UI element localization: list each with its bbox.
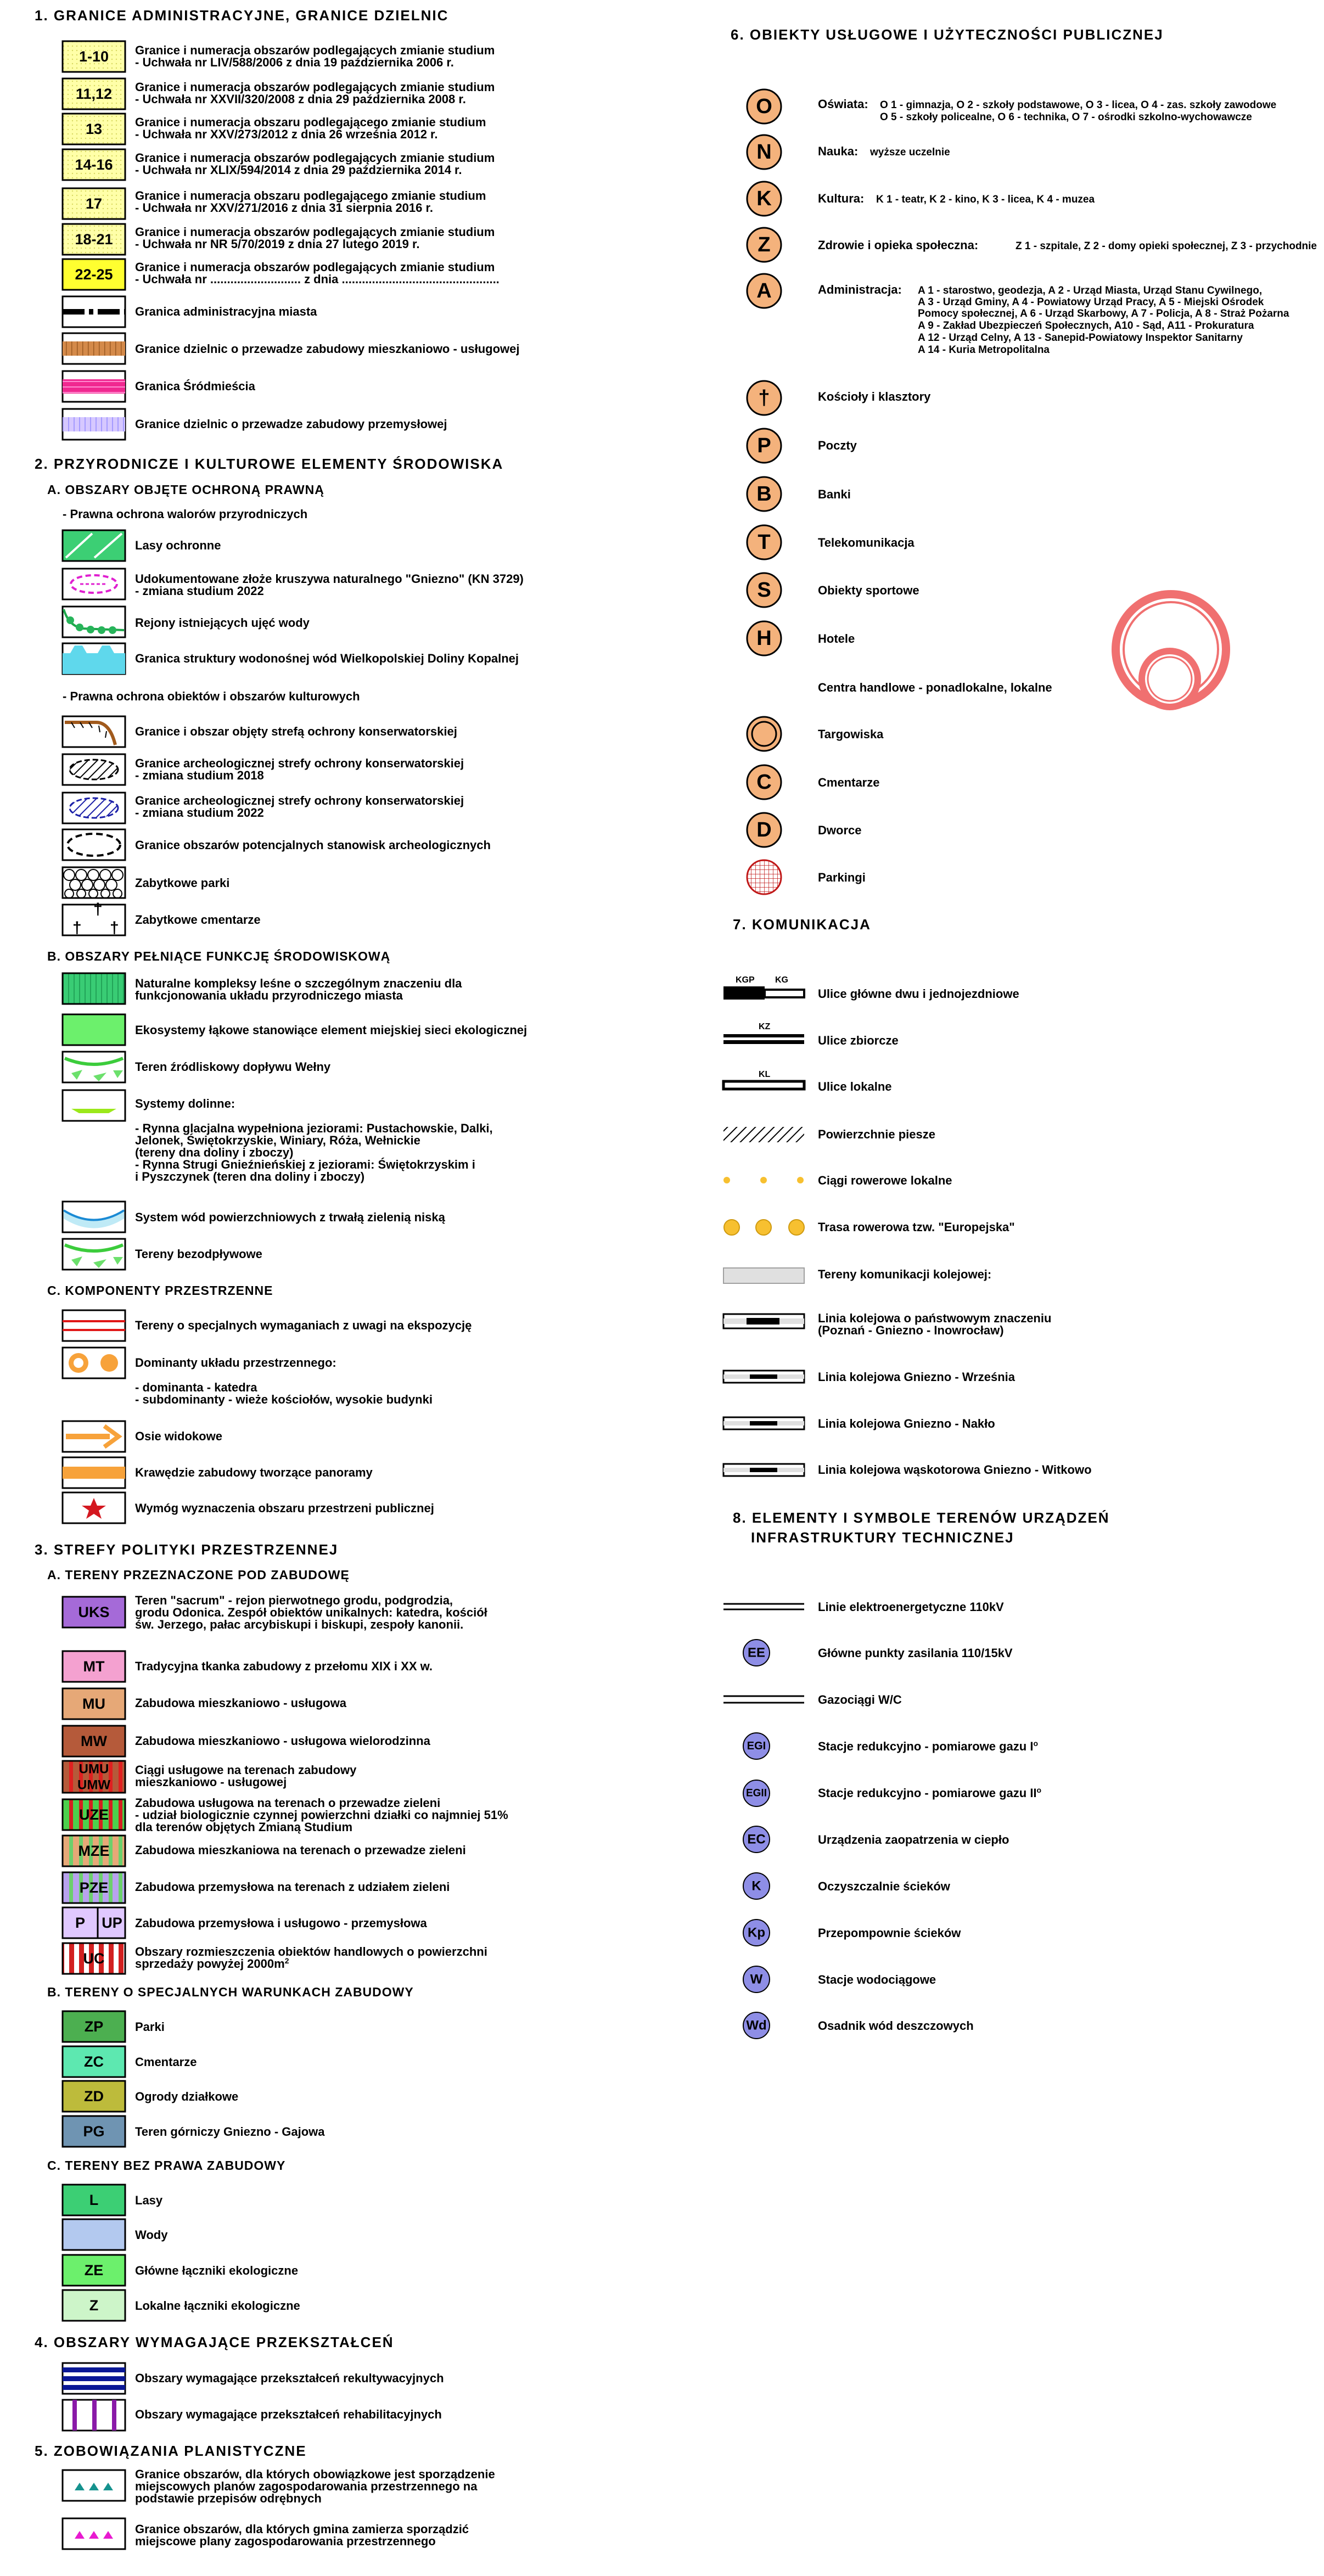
- s7-kol4: [723, 1463, 1092, 1477]
- s3-umu: [63, 1761, 357, 1793]
- s7-kol2-label: Linia kolejowa Gniezno - Września: [818, 1370, 1015, 1384]
- svg-text:†: †: [93, 900, 103, 918]
- s8-elektro: [723, 1600, 1004, 1614]
- s6-oswiata-letter: O: [756, 95, 772, 118]
- s3-zc-code: ZC: [84, 2053, 104, 2070]
- s8-gaz: [723, 1693, 902, 1707]
- s6-kultura-label: Kultura:: [818, 192, 865, 205]
- s2-parki-label: Zabytkowe parki: [135, 876, 230, 890]
- s6-kultura-desc: K 1 - teatr, K 2 - kino, K 3 - licea, K 4 - muzea: [876, 194, 1095, 205]
- s8-ee-code: EE: [747, 1645, 766, 1660]
- s2-osie-label: Osie widokowe: [135, 1429, 222, 1443]
- s2-dol-lines: [135, 1121, 493, 1183]
- s1-item-2-l2: - Uchwała nr XXV/273/2012 z dnia 26 września 2012 r.: [135, 127, 438, 141]
- s6-adm-l0: A 1 - starostwo, geodezja, A 2 - Urząd Miasta, Urząd Stanu Cywilnego,: [918, 285, 1263, 296]
- s3-uze-code: UZE: [79, 1806, 109, 1823]
- s1-item-4-l1: Granice i numeracja obszaru podlegającego zmianie studium: [135, 189, 486, 203]
- s7-glowne-label: Ulice główne dwu i jednojezdniowe: [818, 987, 1019, 1001]
- s6-banki-label: Banki: [818, 487, 851, 501]
- s8-oczysz-label: Oczyszczalnie ścieków: [818, 1879, 950, 1893]
- s3-pg-code: PG: [83, 2123, 105, 2140]
- s6-oswiata-label: Oświata:: [818, 97, 868, 111]
- s2-domin-l2: - subdominanty - wieże kościołów, wysokie budynki: [135, 1393, 433, 1406]
- s2-parki: [63, 867, 229, 898]
- s2-ujecia-label: Rejony istniejących ujęć wody: [135, 616, 310, 630]
- s3-mw: [63, 1726, 431, 1756]
- s8-przep-label: Przepompownie ścieków: [818, 1926, 961, 1940]
- s5-o1-l2: miejscowych planów zagospodarowania przestrzennego na: [135, 2479, 478, 2493]
- s2-domin-label: Dominanty układu przestrzennego:: [135, 1356, 336, 1370]
- s8-zasil: [743, 1640, 1013, 1666]
- s6-cment-letter: C: [756, 771, 772, 794]
- svg-text:†: †: [110, 919, 119, 937]
- s3-pg: [63, 2116, 325, 2147]
- s2-domin-l1: - dominanta - katedra: [135, 1380, 257, 1394]
- s2-zrodl: [63, 1052, 331, 1082]
- s2-kompleksy: [63, 973, 462, 1004]
- s8-wd-code: Wd: [746, 2018, 767, 2033]
- section3-c: C. TERENY BEZ PRAWA ZABUDOWY: [47, 2158, 286, 2173]
- s3-uks: [63, 1593, 487, 1631]
- s3-mu-code: MU: [82, 1696, 105, 1712]
- section3-b: B. TERENY O SPECJALNYCH WARUNKACH ZABUDOWY: [47, 1985, 414, 1999]
- s8-osad: [743, 2012, 974, 2039]
- s5-o2-l2: miejscowe plany zagospodarowania przestrzennego: [135, 2534, 436, 2548]
- s2-bezod-label: Tereny bezodpływowe: [135, 1247, 262, 1261]
- s3-l: [63, 2185, 163, 2215]
- s2-lakowe: [63, 1014, 527, 1045]
- s6-nauka-desc: wyższe uczelnie: [870, 147, 950, 158]
- s2-ekspoz: [63, 1310, 472, 1341]
- s2-lakowe-label: Ekosystemy łąkowe stanowiące element miejskiej sieci ekologicznej: [135, 1023, 528, 1037]
- s7-euro: [724, 1220, 1015, 1235]
- s1-code-3: 14-16: [75, 156, 113, 173]
- s3-uks-code: UKS: [78, 1604, 110, 1620]
- s3-mu: [63, 1688, 347, 1719]
- s2-dol-line-1: Jelonek, Świętokrzyskie, Winiary, Róża, Wełnickie: [135, 1133, 420, 1147]
- s7-glowne: [723, 975, 1019, 1001]
- s1-item-0-l2: - Uchwała nr LIV/588/2006 z dnia 19 października 2006 r.: [135, 55, 454, 69]
- s8-cieplo: [743, 1826, 1009, 1853]
- s6-poczty-label: Poczty: [818, 439, 857, 452]
- s6-parkingi: [747, 860, 866, 894]
- s6-kultura-letter: K: [756, 187, 772, 210]
- s8-st2-label: Stacje redukcyjno - pomiarowe gazu $II^o$: [818, 1786, 1042, 1800]
- s1-item-6: [63, 259, 500, 290]
- s2-zloze-l1: Udokumentowane złoże kruszywa naturalnego "Gniezno" (KN 3729): [135, 572, 524, 586]
- s2-dol-line-2: (tereny dna doliny i zboczy): [135, 1146, 294, 1159]
- s3-mze: [63, 1836, 466, 1866]
- s8-wodoc: [743, 1966, 936, 1993]
- s2-arch1-l2: - zmiana studium 2018: [135, 768, 264, 782]
- s2-lasy-label: Lasy ochronne: [135, 538, 221, 552]
- s3-p-code: P: [75, 1915, 86, 1931]
- s7-zbiorcze: [723, 1022, 899, 1047]
- s6-admin: [747, 274, 1289, 356]
- s1-code-0: 1-10: [78, 48, 109, 65]
- s1-item-1-l2: - Uchwała nr XXVII/320/2008 z dnia 29 października 2008 r.: [135, 92, 466, 106]
- section3-heading: 3. STREFY POLITYKI PRZESTRZENNEJ: [35, 1541, 339, 1558]
- s3-pup: [63, 1907, 428, 1938]
- svg-text:†: †: [72, 919, 82, 937]
- s7-piesze-label: Powierzchnie piesze: [818, 1127, 935, 1141]
- s3-uze: [63, 1796, 508, 1834]
- s8-oczysz: [743, 1873, 951, 1899]
- s2-dominanty: [63, 1348, 433, 1406]
- s1-code-4: 17: [85, 195, 103, 212]
- section4-heading: 4. OBSZARY WYMAGAJĄCE PRZEKSZTAŁCEŃ: [35, 2334, 394, 2350]
- s3-uc-code: UC: [83, 1950, 105, 1967]
- s2-stanowiska: [63, 829, 491, 860]
- s3-z: [63, 2290, 300, 2321]
- s8-ec-code: EC: [747, 1832, 766, 1847]
- s3-mt-code: MT: [83, 1658, 105, 1675]
- s2-krawedz-label: Krawędzie zabudowy tworzące panoramy: [135, 1466, 373, 1479]
- s6-cment-label: Cmentarze: [818, 776, 880, 789]
- s3-wody-label: Wody: [135, 2228, 168, 2242]
- s3-pup-label: Zabudowa przemysłowa i usługowo - przemysłowa: [135, 1916, 427, 1930]
- s2-struktura: [63, 643, 519, 674]
- s1-city-boundary-label: Granica administracyjna miasta: [135, 305, 317, 318]
- s3-ze: [63, 2255, 298, 2286]
- s3-zc: [63, 2046, 197, 2077]
- s6-sport-label: Obiekty sportowe: [818, 583, 919, 597]
- s1-item-2-l1: Granice i numeracja obszaru podlegającego zmianie studium: [135, 115, 486, 129]
- s3-mt: [63, 1651, 433, 1682]
- s6-hotele: [747, 621, 855, 655]
- s7-kg-code: KG: [775, 975, 788, 985]
- s1-district-industrial-label: Granice dzielnic o przewadze zabudowy przemysłowej: [135, 417, 447, 431]
- s1-item-5-l2: - Uchwała nr NR 5/70/2019 z dnia 27 lutego 2019 r.: [135, 237, 420, 251]
- s8-wodoc-label: Stacje wodociągowe: [818, 1973, 936, 1986]
- s3-zd: [63, 2081, 238, 2112]
- s6-nauka-letter: N: [756, 141, 772, 164]
- s6-targ-label: Targowiska: [818, 727, 884, 741]
- section8-heading-l1: 8. ELEMENTY I SYMBOLE TERENÓW URZĄDZEŃ: [733, 1509, 1110, 1526]
- s2-dolinne-label: Systemy dolinne:: [135, 1097, 235, 1110]
- s2-krawedz: [63, 1457, 373, 1488]
- s3-zd-code: ZD: [84, 2088, 104, 2104]
- s3-mze-label: Zabudowa mieszkaniowa na terenach o przewadze zieleni: [135, 1843, 466, 1857]
- s2-kompl-l1: Naturalne kompleksy leśne o szczególnym znaczeniu dla: [135, 976, 462, 990]
- s1-item-3-l1: Granice i numeracja obszarów podlegających zmianie studium: [135, 151, 495, 165]
- s2-stanowiska-label: Granice obszarów potencjalnych stanowisk archeologicznych: [135, 838, 491, 852]
- s3-uc: [63, 1943, 487, 1974]
- s2-wymog-label: Wymóg wyznaczenia obszaru przestrzeni publicznej: [135, 1501, 434, 1515]
- s7-kol3: [723, 1417, 995, 1430]
- s1-item-6-l1: Granice i numeracja obszarów podlegających zmianie studium: [135, 260, 495, 274]
- s6-osw-l1: O 1 - gimnazja, O 2 - szkoły podstawowe, O 3 - licea, O 4 - zas. szkoły zawodowe: [880, 99, 1277, 111]
- s4-rek: [63, 2363, 444, 2394]
- s5-o1-l1: Granice obszarów, dla których obowiązkowe jest sporządzenie: [135, 2467, 495, 2481]
- s6-cment: [747, 765, 879, 799]
- s3-mw-code: MW: [81, 1733, 107, 1749]
- s6-dworce-letter: D: [756, 818, 772, 841]
- s1-downtown-label: Granica Śródmieścia: [135, 379, 255, 393]
- s2-dol-line-0: - Rynna glacjalna wypełniona jeziorami: Pustachowskie, Dalki,: [135, 1121, 493, 1135]
- s3-uks-l1: Teren "sacrum" - rejon pierwotnego grodu, podgrodzia,: [135, 1593, 453, 1607]
- s2-arch2-l1: Granice archeologicznej strefy ochrony konserwatorskiej: [135, 794, 464, 807]
- section8-heading-l2: INFRASTRUKTURY TECHNICZNEJ: [751, 1529, 1014, 1546]
- s5-o2-l1: Granice obszarów, dla których gmina zamierza sporządzić: [135, 2522, 469, 2536]
- s6-targ: [747, 717, 884, 751]
- s3-pze: [63, 1872, 450, 1903]
- s5-o1: [63, 2467, 495, 2505]
- s6-admin-label: Administracja:: [818, 283, 902, 296]
- s3-zc-label: Cmentarze: [135, 2055, 197, 2069]
- s7-rower-label: Ciągi rowerowe lokalne: [818, 1174, 952, 1187]
- s1-item-4-l2: - Uchwała nr XXV/271/2016 z dnia 31 sierpnia 2016 r.: [135, 201, 433, 215]
- s1-code-5: 18-21: [75, 231, 113, 248]
- s1-item-6-l2: - Uchwała nr ........................... z dnia ...............................................: [135, 272, 500, 286]
- s8-cieplo-label: Urządzenia zaopatrzenia w ciepło: [818, 1833, 1009, 1847]
- s3-pg-label: Teren górniczy Gniezno - Gajowa: [135, 2125, 325, 2139]
- s1-city-boundary: [63, 296, 317, 327]
- s7-kolej: [723, 1267, 991, 1283]
- s3-zd-label: Ogrody działkowe: [135, 2090, 239, 2103]
- s3-ze-label: Główne łączniki ekologiczne: [135, 2264, 299, 2277]
- s6-zdrowie: [747, 228, 1317, 262]
- s1-district-industrial: [63, 409, 447, 440]
- s6-banki: [747, 477, 851, 511]
- s6-centra: [818, 590, 1230, 710]
- s2-dol-line-3: - Rynna Strugi Gnieźnieńskiej z jeziorami: Świętokrzyskim i: [135, 1158, 475, 1171]
- s6-tele-label: Telekomunikacja: [818, 536, 915, 549]
- section5-heading: 5. ZOBOWIĄZANIA PLANISTYCZNE: [35, 2443, 307, 2459]
- s8-egii-code: EGII: [745, 1787, 767, 1799]
- s3-l-label: Lasy: [135, 2193, 163, 2207]
- s6-hotele-letter: H: [756, 627, 772, 650]
- s4-reh: [63, 2400, 442, 2431]
- s8-zasil-label: Główne punkty zasilania 110/15kV: [818, 1646, 1013, 1660]
- s2-arch2-l2: - zmiana studium 2022: [135, 806, 264, 820]
- s6-adm-l3: A 9 - Zakład Ubezpieczeń Społecznych, A10 - Sąd, A11 - Prokuratura: [918, 320, 1254, 332]
- s6-hotele-label: Hotele: [818, 632, 855, 646]
- s6-dworce-label: Dworce: [818, 823, 862, 837]
- s1-item-5: [63, 224, 495, 255]
- s6-zdrowie-label: Zdrowie i opieka społeczna:: [818, 238, 979, 252]
- s1-district-residential-label: Granice dzielnic o przewadze zabudowy mieszkaniowo - usługowej: [135, 342, 520, 356]
- s7-kol3-label: Linia kolejowa Gniezno - Nakło: [818, 1417, 995, 1430]
- s8-elektro-label: Linie elektroenergetyczne 110kV: [818, 1600, 1004, 1614]
- s1-item-3: [63, 149, 495, 180]
- s6-nauka-label: Nauka:: [818, 144, 859, 158]
- s5-o1-l3: podstawie przepisów odrębnych: [135, 2491, 322, 2505]
- s6-cross-icon: †: [758, 386, 770, 409]
- section7-heading: 7. KOMUNIKACJA: [733, 916, 871, 933]
- s3-umw-code: UMW: [77, 1777, 110, 1793]
- s2-dol-line-4: i Pyszczynek (teren dna doliny i zboczy): [135, 1170, 365, 1183]
- s6-dworce: [747, 813, 861, 847]
- s2-a2: - Prawna ochrona obiektów i obszarów kulturowych: [63, 689, 360, 703]
- s1-item-0: [63, 41, 495, 72]
- s7-zbiorcze-label: Ulice zbiorcze: [818, 1034, 899, 1047]
- s6-adm-l4: A 12 - Urząd Celny, A 13 - Sanepid-Powiatowy Inspektor Sanitarny: [918, 332, 1243, 344]
- s7-euro-label: Trasa rowerowa tzw. "Europejska": [818, 1220, 1015, 1234]
- s1-code-1: 11,12: [75, 86, 113, 102]
- s2-bezod: [63, 1239, 262, 1270]
- s7-kol1: [723, 1311, 1051, 1337]
- s7-kol1-l1: Linia kolejowa o państwowym znaczeniu: [818, 1311, 1052, 1325]
- s6-poczty: [747, 429, 857, 463]
- s4-rek-label: Obszary wymagające przekształceń rekultywacyjnych: [135, 2371, 444, 2385]
- s3-uze-l3: dla terenów objętych Zmianą Studium: [135, 1820, 353, 1834]
- s7-kgp-code: KGP: [736, 975, 755, 985]
- s1-item-1: [63, 78, 495, 109]
- s7-lokalne: [723, 1070, 892, 1093]
- section2-heading: 2. PRZYRODNICZE I KULTUROWE ELEMENTY ŚRODOWISKA: [35, 456, 504, 472]
- s3-z-code: Z: [89, 2297, 99, 2314]
- section2-b: B. OBSZARY PEŁNIĄCE FUNKCJĘ ŚRODOWISKOWĄ: [47, 949, 391, 963]
- s6-zdrowie-letter: Z: [758, 233, 771, 256]
- s3-uks-l3: św. Jerzego, pałac arcybiskupi i biskupi, zespoły kanonii.: [135, 1618, 464, 1631]
- s5-o2: [63, 2518, 469, 2549]
- s1-item-2: [63, 114, 486, 144]
- s7-kl-code: KL: [759, 1070, 771, 1079]
- s3-uks-l2: grodu Odonica. Zespół obiektów unikalnych: katedra, kościół: [135, 1606, 487, 1619]
- s6-parkingi-label: Parkingi: [818, 871, 866, 884]
- s2-wod: [63, 1202, 446, 1232]
- s6-tele: [747, 525, 915, 559]
- s2-kompl-l2: funkcjonowania układu przyrodniczego miasta: [135, 989, 403, 1002]
- s1-item-0-l1: Granice i numeracja obszarów podlegających zmianie studium: [135, 43, 495, 57]
- s7-piesze: [723, 1127, 935, 1142]
- s6-koscioly: [747, 381, 931, 415]
- s1-code-6: 22-25: [75, 266, 113, 283]
- s7-kol4-label: Linia kolejowa wąskotorowa Gniezno - Witkowo: [818, 1463, 1092, 1477]
- s3-umu-l2: mieszkaniowo - usługowej: [135, 1775, 287, 1789]
- section3-a: A. TERENY PRZEZNACZONE POD ZABUDOWĘ: [47, 1568, 350, 1582]
- s2-arch1: [63, 754, 464, 785]
- s2-arch1-l1: Granice archeologicznej strefy ochrony konserwatorskiej: [135, 756, 464, 770]
- s3-mu-label: Zabudowa mieszkaniowo - usługowa: [135, 1696, 347, 1710]
- s8-k-code: K: [751, 1878, 761, 1894]
- s7-lokalne-label: Ulice lokalne: [818, 1080, 892, 1093]
- s1-district-residential: [63, 333, 519, 364]
- section6-heading: 6. OBIEKTY USŁUGOWE I UŻYTECZNOŚCI PUBLICZNEJ: [731, 26, 1164, 43]
- s6-poczty-letter: P: [757, 434, 771, 457]
- s3-ze-code: ZE: [84, 2262, 104, 2278]
- s3-zp-label: Parki: [135, 2020, 165, 2034]
- s3-zp: [63, 2011, 165, 2042]
- s7-kol2: [723, 1370, 1016, 1384]
- s6-oswiata: [747, 89, 1276, 124]
- s3-uze-l2: - udział biologicznie czynnej powierzchni działki co najmniej 51%: [135, 1808, 508, 1822]
- s1-downtown: [63, 371, 256, 402]
- s3-mw-label: Zabudowa mieszkaniowo - usługowa wielorodzinna: [135, 1734, 430, 1748]
- s6-tele-letter: T: [758, 531, 771, 554]
- s3-mt-label: Tradycyjna tkanka zabudowy z przełomu XIX i XX w.: [135, 1659, 433, 1673]
- s2-struktura-label: Granica struktury wodonośnej wód Wielkopolskiej Doliny Kopalnej: [135, 652, 519, 665]
- s3-wody: [63, 2219, 168, 2250]
- s6-adm-l2: Pomocy społecznej, A 6 - Urząd Skarbowy, A 7 - Policja, A 8 - Straż Pożarna: [918, 308, 1289, 319]
- s1-item-5-l1: Granice i numeracja obszarów podlegających zmianie studium: [135, 225, 495, 239]
- s1-item-3-l2: - Uchwała nr XLIX/594/2014 z dnia 29 października 2014 r.: [135, 163, 462, 177]
- s8-osad-label: Osadnik wód deszczowych: [818, 2019, 974, 2033]
- s2-lasy: [63, 530, 221, 561]
- s3-z-label: Lokalne łączniki ekologiczne: [135, 2299, 300, 2313]
- s2-zloze-l2: - zmiana studium 2022: [135, 584, 264, 598]
- s2-dolinne: [63, 1090, 235, 1121]
- s6-osw-l2: O 5 - szkoły policealne, O 6 - technika, O 7 - ośrodki szkolno-wychowawcze: [880, 111, 1252, 123]
- s8-st2: [743, 1780, 1041, 1806]
- s2-cmentarze: [63, 900, 261, 937]
- s2-osie: [63, 1421, 222, 1452]
- s2-wod-label: System wód powierzchniowych z trwałą zielenią niską: [135, 1210, 445, 1224]
- s3-uze-l1: Zabudowa usługowa na terenach o przewadze zieleni: [135, 1796, 441, 1810]
- section2-c: C. KOMPONENTY PRZESTRZENNE: [47, 1283, 273, 1298]
- s3-pze-label: Zabudowa przemysłowa na terenach z udziałem zieleni: [135, 1880, 450, 1894]
- s6-banki-letter: B: [756, 482, 772, 506]
- s7-kol1-l2: (Poznań - Gniezno - Inowrocław): [818, 1323, 1004, 1337]
- s6-nauka: [747, 135, 950, 169]
- s6-admin-letter: A: [756, 279, 772, 302]
- s3-pze-code: PZE: [79, 1879, 109, 1896]
- s3-mze-code: MZE: [78, 1843, 110, 1859]
- s7-rower: [723, 1174, 952, 1187]
- s6-zdrowie-desc: Z 1 - szpitale, Z 2 - domy opieki społecznej, Z 3 - przychodnie: [1016, 240, 1317, 252]
- shopping-centre-icon: [1112, 590, 1230, 710]
- s3-umu-code: UMU: [78, 1761, 109, 1777]
- s8-w-code: W: [750, 1972, 763, 1987]
- s3-l-code: L: [89, 2192, 99, 2208]
- s4-reh-label: Obszary wymagające przekształceń rehabilitacyjnych: [135, 2407, 442, 2421]
- s7-kz-code: KZ: [759, 1022, 771, 1031]
- s1-item-1-l1: Granice i numeracja obszarów podlegających zmianie studium: [135, 80, 495, 94]
- section1-heading: 1. GRANICE ADMINISTRACYJNE, GRANICE DZIELNIC: [35, 7, 449, 24]
- s6-koscioly-label: Kościoły i klasztory: [818, 390, 931, 403]
- s7-kolej-label: Tereny komunikacji kolejowej:: [818, 1267, 992, 1281]
- s8-gaz-label: Gazociągi W/C: [818, 1693, 902, 1707]
- s3-umu-l1: Ciągi usługowe na terenach zabudowy: [135, 1763, 357, 1777]
- s2-arch2: [63, 793, 464, 823]
- s6-kultura: [747, 182, 1095, 216]
- s3-uc-l2: sprzedaży powyżej $2000m^2$: [135, 1956, 289, 1971]
- s1-code-2: 13: [85, 121, 103, 137]
- s8-st1: [743, 1733, 1038, 1759]
- s2-ujecia: [63, 607, 310, 637]
- s8-st1-label: Stacje redukcyjno - pomiarowe gazu $I^o$: [818, 1739, 1038, 1753]
- s2-wymog: [63, 1492, 434, 1523]
- s2-cmentarze-label: Zabytkowe cmentarze: [135, 913, 261, 927]
- s2-ekspoz-label: Tereny o specjalnych wymaganiach z uwagi na ekspozycję: [135, 1318, 472, 1332]
- s3-uc-l1: Obszary rozmieszczenia obiektów handlowych o powierzchni: [135, 1945, 487, 1958]
- s2-a1: - Prawna ochrona walorów przyrodniczych: [63, 507, 308, 521]
- s2-zloze: [63, 569, 524, 599]
- s6-adm-l5: A 14 - Kuria Metropolitalna: [918, 344, 1050, 356]
- s2-konserw: [63, 716, 457, 747]
- s2-zrodl-label: Teren źródliskowy dopływu Wełny: [135, 1060, 331, 1074]
- s3-zp-code: ZP: [84, 2018, 104, 2035]
- s1-item-4: [63, 188, 486, 219]
- s6-centra-label: Centra handlowe - ponadlokalne, lokalne: [818, 681, 1052, 694]
- section2-a: A. OBSZARY OBJĘTE OCHRONĄ PRAWNĄ: [47, 482, 324, 497]
- s3-up-code: UP: [102, 1915, 122, 1931]
- s6-adm-l1: A 3 - Urząd Gminy, A 4 - Powiatowy Urząd Pracy, A 5 - Miejski Ośrodek: [918, 296, 1264, 308]
- s6-sport: [747, 573, 919, 607]
- s6-sport-letter: S: [757, 579, 771, 602]
- s8-przep: [743, 1920, 961, 1946]
- s2-konserw-label: Granice i obszar objęty strefą ochrony konserwatorskiej: [135, 725, 457, 738]
- s8-egi-code: EGI: [747, 1740, 766, 1752]
- s8-kp-code: Kp: [748, 1925, 765, 1940]
